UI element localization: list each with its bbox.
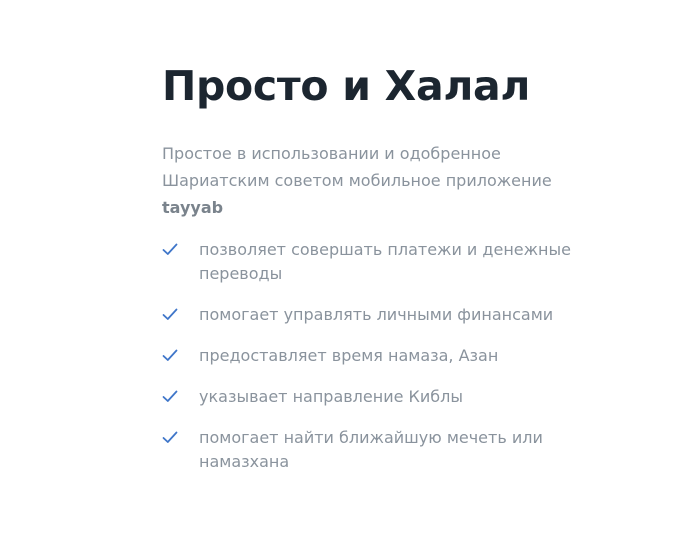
feature-text: указывает направление Киблы — [199, 387, 464, 406]
section-title: Просто и Халал — [162, 62, 531, 110]
check-icon — [162, 308, 178, 321]
check-icon — [162, 390, 178, 403]
list-item — [162, 426, 609, 474]
list-item — [162, 385, 609, 409]
feature-list — [162, 238, 662, 474]
check-icon — [162, 431, 178, 444]
feature-text: помогает управлять личными финансами — [199, 305, 554, 324]
feature-text: помогает найти ближайшую мечеть или намазхана — [199, 428, 543, 471]
check-icon — [162, 349, 178, 362]
feature-text: предоставляет время намаза, Азан — [199, 346, 499, 365]
intro-description: Простое в использовании и одобренное Шариатским советом мобильное приложение — [162, 144, 552, 190]
list-item — [162, 238, 609, 286]
feature-section — [162, 62, 662, 474]
check-icon — [162, 243, 178, 256]
list-item — [162, 344, 609, 368]
intro-text — [162, 140, 602, 221]
list-item — [162, 303, 609, 327]
feature-text: позволяет совершать платежи и денежные переводы — [199, 240, 571, 283]
brand-name: tayyab — [162, 198, 224, 217]
